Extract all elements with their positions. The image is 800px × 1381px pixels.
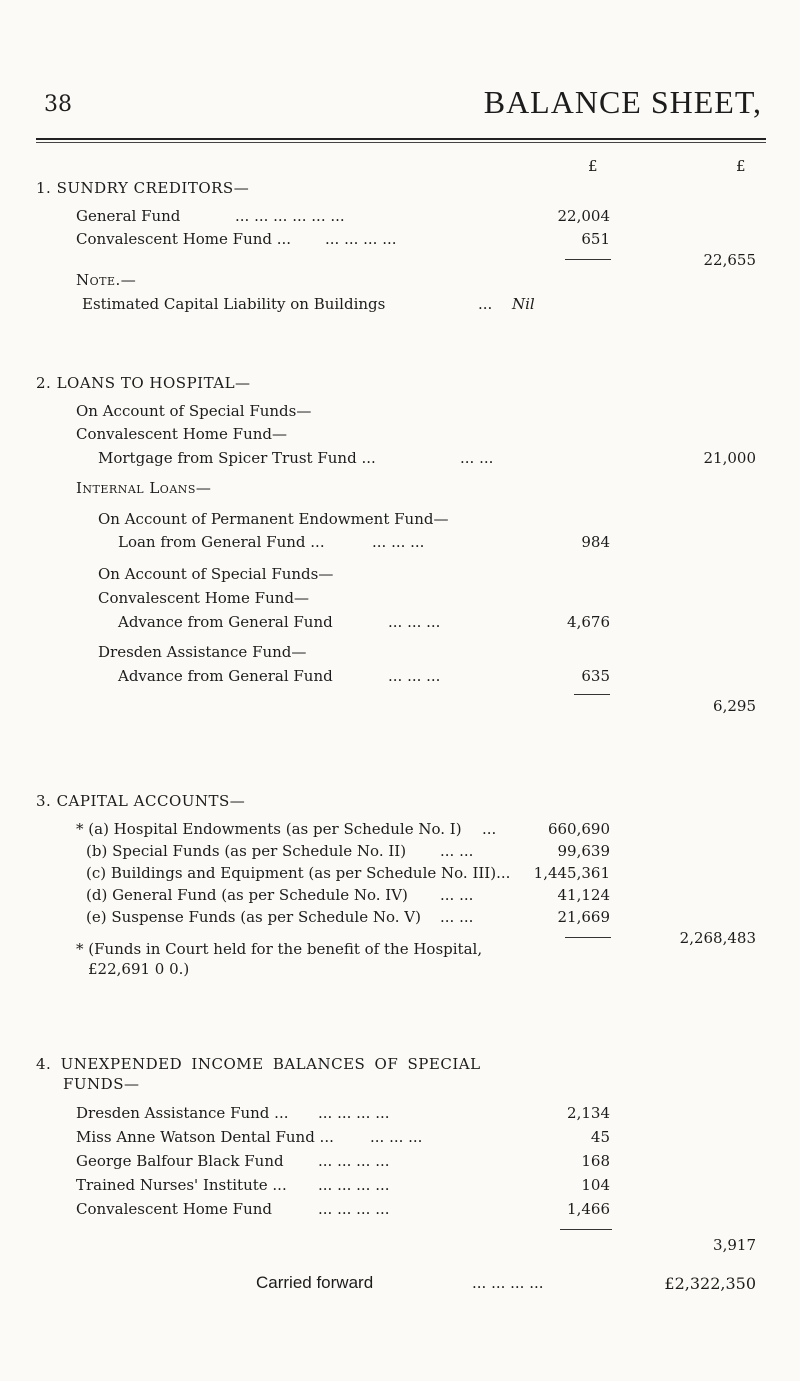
section3-heading: 3. CAPITAL ACCOUNTS—: [36, 792, 246, 810]
s4-row5-label: Convalescent Home Fund: [76, 1200, 273, 1218]
s2-line6: On Account of Special Funds—: [98, 565, 334, 583]
s3-footnote-line2: £22,691 0 0.): [88, 960, 190, 978]
s4-row4-label: Trained Nurses' Institute ...: [76, 1176, 287, 1194]
s2-line10-value: 635: [581, 667, 610, 685]
s2-line8: Advance from General Fund: [118, 613, 333, 631]
header-rule: [36, 138, 766, 140]
s3-row-b-label: (b) Special Funds (as per Schedule No. II): [86, 842, 407, 860]
s2-line3-dots: ... ...: [460, 449, 494, 467]
s4-row3-value: 168: [581, 1152, 610, 1170]
s3-row-e-dots: ... ...: [440, 908, 474, 926]
s1-row1-dots: ... ... ... ... ... ...: [235, 207, 345, 225]
s2-line10-dots: ... ... ...: [388, 667, 441, 685]
s3-row-b-dots: ... ...: [440, 842, 474, 860]
s1-note-text: Estimated Capital Liability on Buildings: [82, 295, 386, 313]
carried-forward-value: £2,322,350: [664, 1274, 756, 1293]
s4-subtotal-rule: [560, 1229, 612, 1230]
s3-row-c-value: 1,445,361: [533, 864, 610, 882]
s2-total: 6,295: [713, 697, 756, 715]
s3-row-e-label: (e) Suspense Funds (as per Schedule No. V): [86, 908, 421, 926]
s2-line9: Dresden Assistance Fund—: [98, 643, 307, 661]
s2-subtotal-rule: [574, 694, 610, 695]
s2-line8-dots: ... ... ...: [388, 613, 441, 631]
s1-note-value: Nil: [512, 295, 535, 313]
s4-row3-label: George Balfour Black Fund: [76, 1152, 284, 1170]
s4-row1-value: 2,134: [567, 1104, 610, 1122]
s2-line2: Convalescent Home Fund—: [76, 425, 288, 443]
s3-row-e-value: 21,669: [557, 908, 610, 926]
s4-row2-dots: ... ... ...: [370, 1128, 423, 1146]
currency-col2: £: [736, 157, 746, 175]
currency-col1: £: [588, 157, 598, 175]
carried-forward-dots: ... ... ... ...: [472, 1274, 544, 1292]
s4-row1-label: Dresden Assistance Fund ...: [76, 1104, 289, 1122]
s1-total: 22,655: [703, 251, 756, 269]
s1-note-label: Note.—: [76, 271, 137, 289]
s4-row1-dots: ... ... ... ...: [318, 1104, 390, 1122]
s3-row-b-value: 99,639: [557, 842, 610, 860]
page-number: 38: [44, 92, 72, 117]
s2-mortgage-total: 21,000: [703, 449, 756, 467]
s4-row2-value: 45: [590, 1128, 610, 1146]
s4-row4-dots: ... ... ... ...: [318, 1176, 390, 1194]
s3-row-d-value: 41,124: [557, 886, 610, 904]
s4-row2-label: Miss Anne Watson Dental Fund ...: [76, 1128, 334, 1146]
s1-subtotal-rule: [565, 259, 611, 260]
s4-row4-value: 104: [581, 1176, 610, 1194]
s2-line5-dots: ... ... ...: [372, 533, 425, 551]
s1-row2-value: 651: [581, 230, 610, 248]
page-title: BALANCE SHEET,: [483, 84, 762, 120]
s2-line1: On Account of Special Funds—: [76, 402, 312, 420]
s2-line7: Convalescent Home Fund—: [98, 589, 310, 607]
s2-line4: On Account of Permanent Endowment Fund—: [98, 510, 449, 528]
s3-row-d-dots: ... ...: [440, 886, 474, 904]
s2-line5-value: 984: [581, 533, 610, 551]
section4-heading-line2: FUNDS—: [63, 1075, 140, 1093]
section2-heading: 2. LOANS TO HOSPITAL—: [36, 374, 251, 392]
s1-row2-dots: ... ... ... ...: [325, 230, 397, 248]
s2-line10: Advance from General Fund: [118, 667, 333, 685]
s3-footnote-line1: * (Funds in Court held for the benefit of the Hospital,: [76, 940, 483, 958]
section4-heading-line1: 4. UNEXPENDED INCOME BALANCES OF SPECIAL: [36, 1055, 481, 1073]
s3-row-a-dots: ...: [482, 820, 497, 838]
carried-forward-label: Carried forward: [256, 1273, 374, 1292]
s3-subtotal-rule: [565, 937, 611, 938]
s3-row-c-label: (c) Buildings and Equipment (as per Schedule No. III)...: [86, 864, 511, 882]
s1-row1-label: General Fund: [76, 207, 181, 225]
s1-row1-value: 22,004: [557, 207, 610, 225]
s1-row2-label: Convalescent Home Fund ...: [76, 230, 292, 248]
s2-line3: Mortgage from Spicer Trust Fund ...: [98, 449, 376, 467]
s3-row-d-label: (d) General Fund (as per Schedule No. IV): [86, 886, 408, 904]
s2-line8-value: 4,676: [567, 613, 610, 631]
s3-row-a-label: * (a) Hospital Endowments (as per Schedule No. I): [76, 820, 462, 838]
s4-total: 3,917: [713, 1236, 756, 1254]
s2-internal-loans: Internal Loans—: [76, 479, 212, 497]
s1-note-dots: ...: [478, 295, 493, 313]
s4-row3-dots: ... ... ... ...: [318, 1152, 390, 1170]
s3-row-a-value: 660,690: [547, 820, 610, 838]
header-rule-thin: [36, 142, 766, 143]
section1-heading: 1. SUNDRY CREDITORS—: [36, 179, 250, 197]
s2-line5: Loan from General Fund ...: [118, 533, 325, 551]
s4-row5-value: 1,466: [567, 1200, 610, 1218]
s4-row5-dots: ... ... ... ...: [318, 1200, 390, 1218]
s3-total: 2,268,483: [679, 929, 756, 947]
